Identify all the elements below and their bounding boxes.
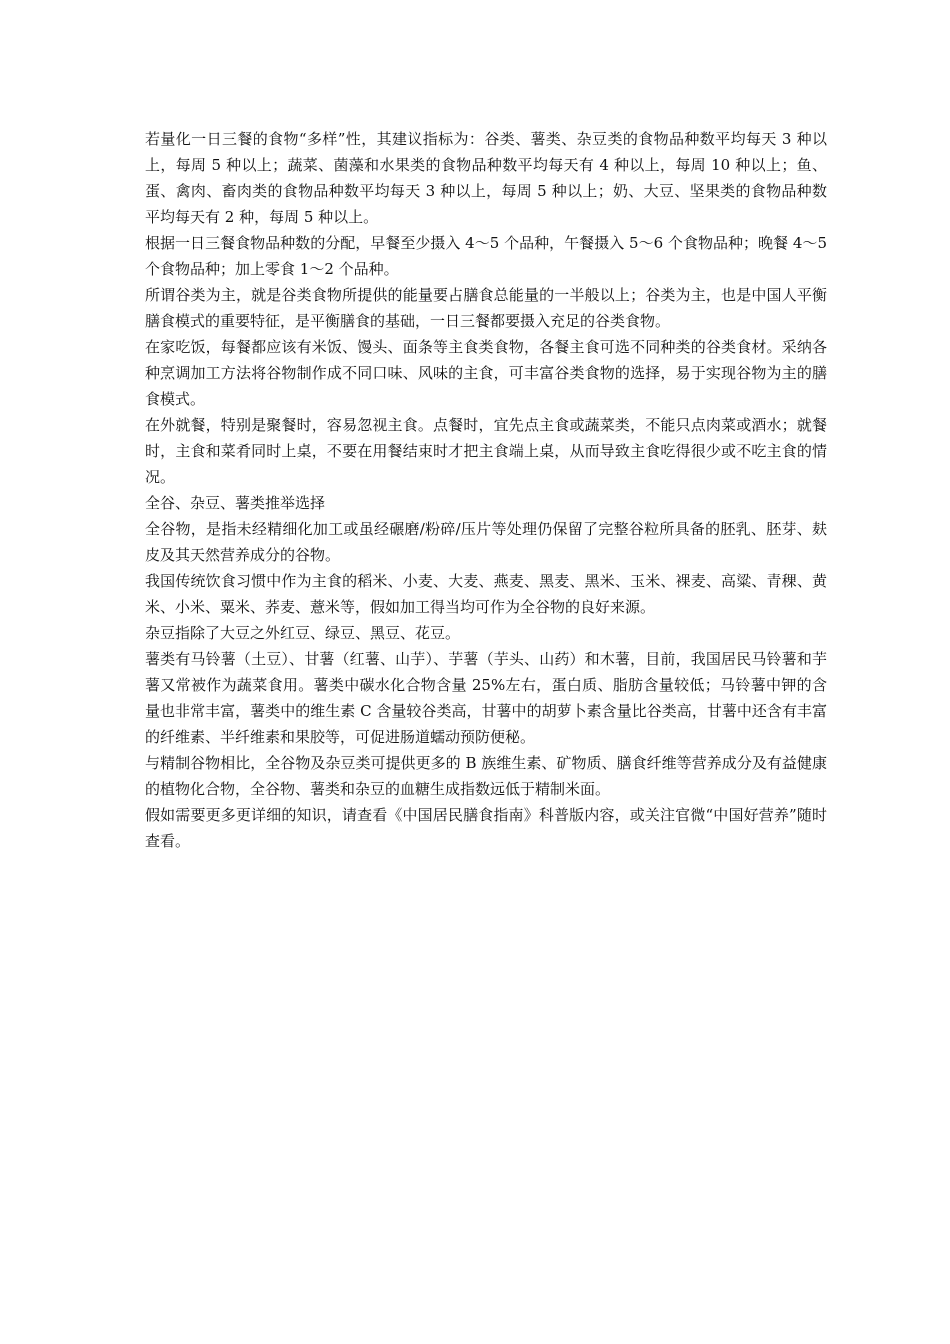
paragraph-whole-grain-benefits: 与精制谷物相比，全谷物及杂豆类可提供更多的 B 族维生素、矿物质、膳食纤维等营养成分及有益健康的植物化合物，全谷物、薯类和杂豆的血糖生成指数远低于精制米面。 [145, 754, 827, 798]
paragraph-food-diversity-indicators: 若量化一日三餐的食物“多样”性，其建议指标为：谷类、薯类、杂豆类的食物品种数平均每天 3 种以上，每周 5 种以上；蔬菜、菌藻和水果类的食物品种数平均每天有 4 种以上，每周 10 种以上；鱼、蛋、禽肉、畜肉类的食物品种数平均每天 3 种以上，每周 5 种以上；奶、大豆、坚果类的食物品种数平均每天有 2 种，每周 5 种以上。 [145, 130, 827, 226]
paragraph-further-reading: 假如需要更多更详细的知识，请查看《中国居民膳食指南》科普版内容，或关注官微“中国好营养”随时查看。 [145, 806, 827, 850]
document-page [145, 126, 827, 854]
paragraph-miscellaneous-beans: 杂豆指除了大豆之外红豆、绿豆、黑豆、花豆。 [145, 624, 461, 642]
paragraph-eating-out: 在外就餐，特别是聚餐时，容易忽视主食。点餐时，宜先点主食或蔬菜类，不能只点肉菜或酒水；就餐时，主食和菜肴同时上桌，不要在用餐结束时才把主食端上桌，从而导致主食吃得很少或不吃主食的情况。 [145, 416, 827, 486]
paragraph-eating-at-home: 在家吃饭，每餐都应该有米饭、馒头、面条等主食类食物，各餐主食可选不同种类的谷类食材。采纳各种烹调加工方法将谷物制作成不同口味、风味的主食，可丰富谷类食物的选择，易于实现谷物为主的膳食模式。 [145, 338, 827, 408]
paragraph-grains-as-staple: 所谓谷类为主，就是谷类食物所提供的能量要占膳食总能量的一半般以上；谷类为主，也是中国人平衡膳食模式的重要特征，是平衡膳食的基础，一日三餐都要摄入充足的谷类食物。 [145, 286, 827, 330]
paragraph-meal-distribution: 根据一日三餐食物品种数的分配，早餐至少摄入 4～5 个品种，午餐摄入 5～6 个食物品种；晚餐 4～5 个食物品种；加上零食 1～2 个品种。 [145, 234, 827, 278]
paragraph-traditional-grains: 我国传统饮食习惯中作为主食的稻米、小麦、大麦、燕麦、黑麦、黑米、玉米、裸麦、高粱、青稞、黄米、小米、粟米、荞麦、薏米等，假如加工得当均可作为全谷物的良好来源。 [145, 572, 827, 616]
paragraph-tubers: 薯类有马铃薯（土豆）、甘薯（红薯、山芋）、芋薯（芋头、山药）和木薯，目前，我国居民马铃薯和芋薯又常被作为蔬菜食用。薯类中碳水化合物含量 25%左右，蛋白质、脂肪含量较低；马铃薯中钾的含量也非常丰富，薯类中的维生素 C 含量较谷类高，甘薯中的胡萝卜素含量比谷类高，甘薯中还含有丰富的纤维素、半纤维素和果胶等，可促进肠道蠕动预防便秘。 [145, 650, 827, 746]
section-heading-whole-grains: 全谷、杂豆、薯类推举选择 [145, 494, 326, 512]
paragraph-whole-grain-definition: 全谷物，是指未经精细化加工或虽经碾磨/粉碎/压片等处理仍保留了完整谷粒所具备的胚乳、胚芽、麸皮及其天然营养成分的谷物。 [145, 520, 827, 564]
